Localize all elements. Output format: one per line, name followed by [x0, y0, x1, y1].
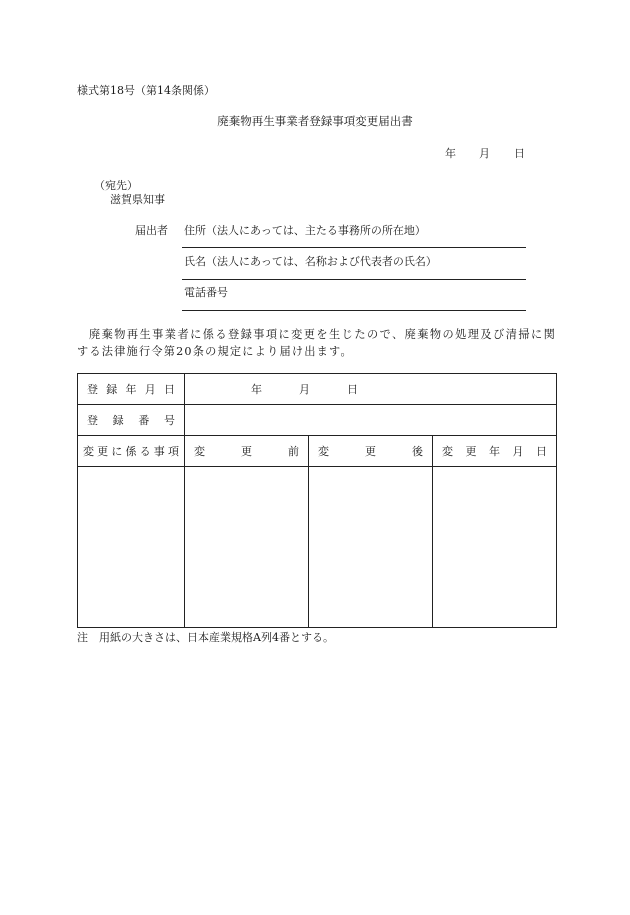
phone-label: 電話番号: [184, 286, 228, 299]
document-title: 廃棄物再生事業者登録事項変更届出書: [217, 114, 413, 128]
change-date-header: 変 更 年 月 日: [433, 436, 557, 467]
form-number: 様式第18号（第14条関係）: [77, 84, 215, 97]
phone-field-line[interactable]: [182, 310, 526, 311]
address-field-line[interactable]: [182, 247, 526, 248]
paper-size-note: 注 用紙の大きさは、日本産業規格A列4番とする。: [77, 631, 334, 644]
registration-number-label: 登 録 番 号: [78, 405, 185, 436]
before-change-field[interactable]: [185, 467, 309, 628]
after-change-field[interactable]: [309, 467, 433, 628]
registration-number-field[interactable]: [185, 405, 557, 436]
change-entry-row: [78, 467, 557, 628]
name-field-line[interactable]: [182, 279, 526, 280]
applicant-label: 届出者: [135, 224, 168, 237]
reg-month-label: 月: [299, 383, 310, 396]
year-label: 年: [445, 147, 456, 160]
before-change-header: 変 更 前: [185, 436, 309, 467]
addressee-name: 滋賀県知事: [110, 193, 165, 206]
change-details-table: [77, 373, 557, 628]
month-label: 月: [479, 147, 490, 160]
after-change-header: 変 更 後: [309, 436, 433, 467]
change-date-field[interactable]: [433, 467, 557, 628]
registration-number-row: [78, 405, 557, 436]
changed-item-field[interactable]: [78, 467, 185, 628]
changed-item-header: 変 更 に 係 る 事 項: [78, 436, 185, 467]
address-label: 住所（法人にあっては、主たる事務所の所在地）: [184, 224, 426, 237]
declaration-text: 廃棄物再生事業者に係る登録事項に変更を生じたので、廃棄物の処理及び清掃に関する法律施行令第20条の規定により届け出ます。: [77, 328, 556, 358]
reg-year-label: 年: [251, 383, 262, 396]
reg-day-label: 日: [347, 383, 358, 396]
addressee-prefix: （宛先）: [94, 179, 138, 192]
name-label: 氏名（法人にあっては、名称および代表者の氏名）: [184, 255, 437, 268]
registration-date-label: 登 録 年 月 日: [78, 374, 185, 405]
change-header-row: [78, 436, 557, 467]
registration-date-row: [78, 374, 557, 405]
registration-date-field[interactable]: [185, 374, 557, 405]
day-label: 日: [514, 147, 525, 160]
